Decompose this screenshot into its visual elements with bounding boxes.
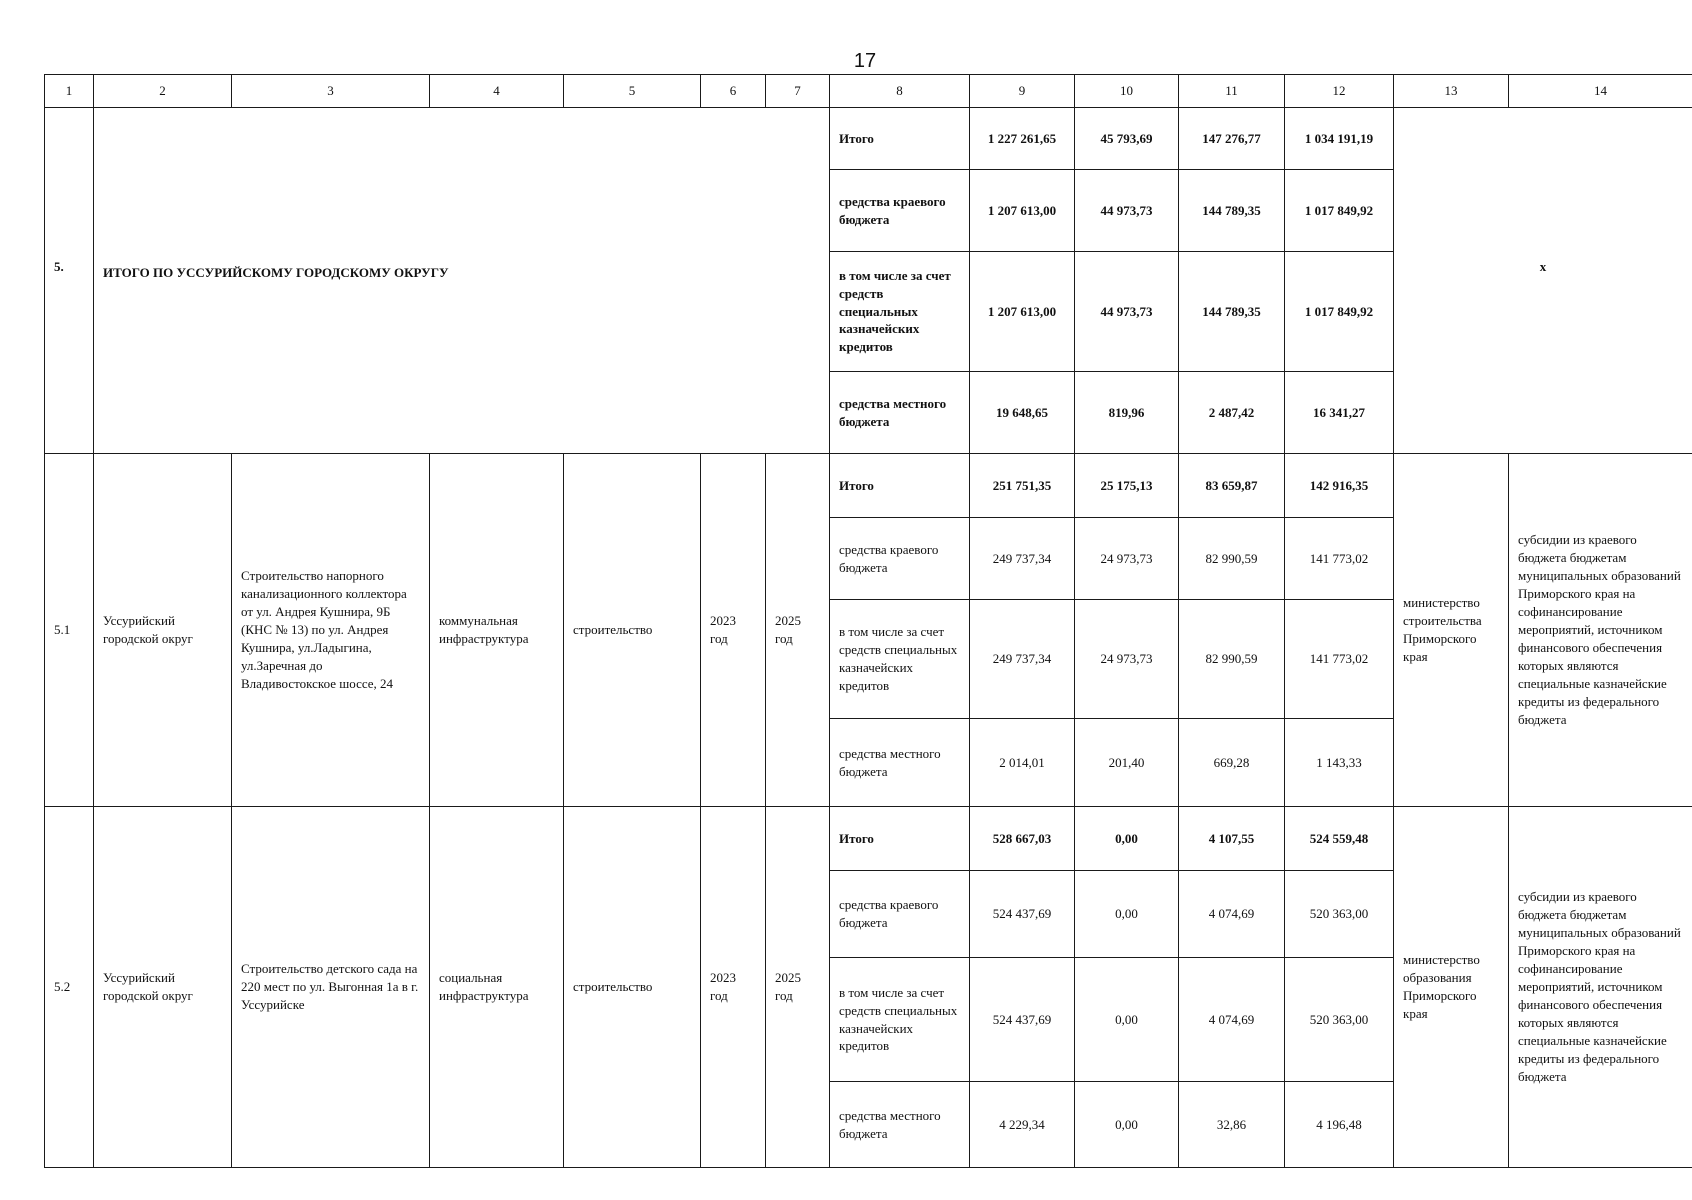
- amount-col9: 528 667,03: [970, 807, 1075, 871]
- amount-col10: 201,40: [1075, 719, 1179, 807]
- column-number: 2: [94, 75, 232, 108]
- amount-col9: 1 207 613,00: [970, 170, 1075, 252]
- amount-col9: 249 737,34: [970, 600, 1075, 719]
- amount-col11: 4 074,69: [1179, 958, 1285, 1082]
- project-year-end: 2025 год: [766, 454, 830, 807]
- amount-col11: 2 487,42: [1179, 372, 1285, 454]
- project-ministry: министерство строительства Приморского края: [1394, 454, 1509, 807]
- amount-col11: 4 107,55: [1179, 807, 1285, 871]
- amount-col11: 144 789,35: [1179, 170, 1285, 252]
- total-title: ИТОГО ПО УССУРИЙСКОМУ ГОРОДСКОМУ ОКРУГУ: [94, 108, 830, 454]
- amount-col12: 4 196,48: [1285, 1082, 1394, 1168]
- column-number-row: [45, 75, 1692, 108]
- amount-col10: 0,00: [1075, 807, 1179, 871]
- project-year-end: 2025 год: [766, 807, 830, 1168]
- total-row: [45, 108, 1692, 170]
- amount-col10: 24 973,73: [1075, 518, 1179, 600]
- budget-table: [44, 74, 1692, 1168]
- row-label: средства местного бюджета: [830, 372, 970, 454]
- amount-col10: 24 973,73: [1075, 600, 1179, 719]
- amount-col12: 1 017 849,92: [1285, 252, 1394, 372]
- project-municipality: Уссурийский городской округ: [94, 807, 232, 1168]
- amount-col9: 249 737,34: [970, 518, 1075, 600]
- amount-col12: 1 034 191,19: [1285, 108, 1394, 170]
- row-label: средства краевого бюджета: [830, 871, 970, 958]
- amount-col9: 2 014,01: [970, 719, 1075, 807]
- amount-col12: 520 363,00: [1285, 871, 1394, 958]
- project-sphere: коммунальная инфраструктура: [430, 454, 564, 807]
- amount-col11: 32,86: [1179, 1082, 1285, 1168]
- project-year-start: 2023 год: [701, 454, 766, 807]
- amount-col10: 819,96: [1075, 372, 1179, 454]
- project-index: 5.2: [45, 807, 94, 1168]
- page-number: 17: [853, 50, 877, 72]
- amount-col11: 669,28: [1179, 719, 1285, 807]
- amount-col11: 82 990,59: [1179, 600, 1285, 719]
- row-label: средства краевого бюджета: [830, 170, 970, 252]
- amount-col12: 141 773,02: [1285, 518, 1394, 600]
- amount-col12: 524 559,48: [1285, 807, 1394, 871]
- column-number: 6: [701, 75, 766, 108]
- amount-col11: 83 659,87: [1179, 454, 1285, 518]
- project-sphere: социальная инфраструктура: [430, 807, 564, 1168]
- project-funding-source: субсидии из краевого бюджета бюджетам муниципальных образований Приморского края на софинансирование мероприятий, источником финансового обеспечения которых являются специальные казначейские кредиты из федерального бюджета: [1509, 454, 1692, 807]
- column-number: 3: [232, 75, 430, 108]
- amount-col12: 142 916,35: [1285, 454, 1394, 518]
- column-number: 7: [766, 75, 830, 108]
- row-label: в том числе за счет средств специальных казначейских кредитов: [830, 958, 970, 1082]
- project-funding-source: субсидии из краевого бюджета бюджетам муниципальных образований Приморского края на софинансирование мероприятий, источником финансового обеспечения которых являются специальные казначейские кредиты из федерального бюджета: [1509, 807, 1692, 1168]
- column-number: 8: [830, 75, 970, 108]
- column-number: 10: [1075, 75, 1179, 108]
- amount-col10: 44 973,73: [1075, 170, 1179, 252]
- amount-col11: 4 074,69: [1179, 871, 1285, 958]
- amount-col9: 524 437,69: [970, 958, 1075, 1082]
- row-label: Итого: [830, 108, 970, 170]
- project-index: 5.1: [45, 454, 94, 807]
- row-label: в том числе за счет средств специальных казначейских кредитов: [830, 600, 970, 719]
- amount-col10: 0,00: [1075, 958, 1179, 1082]
- row-label: средства местного бюджета: [830, 1082, 970, 1168]
- amount-col9: 524 437,69: [970, 871, 1075, 958]
- row-label: Итого: [830, 454, 970, 518]
- column-number: 13: [1394, 75, 1509, 108]
- project-object: Строительство детского сада на 220 мест по ул. Выгонная 1а в г. Уссурийске: [232, 807, 430, 1168]
- amount-col11: 82 990,59: [1179, 518, 1285, 600]
- amount-col9: 19 648,65: [970, 372, 1075, 454]
- row-label: в том числе за счет средств специальных казначейских кредитов: [830, 252, 970, 372]
- total-col13-14: х: [1394, 108, 1692, 454]
- row-label: Итого: [830, 807, 970, 871]
- column-number: 1: [45, 75, 94, 108]
- column-number: 11: [1179, 75, 1285, 108]
- project-work-type: строительство: [564, 454, 701, 807]
- amount-col9: 251 751,35: [970, 454, 1075, 518]
- amount-col10: 45 793,69: [1075, 108, 1179, 170]
- total-index: 5.: [45, 108, 94, 454]
- column-number: 5: [564, 75, 701, 108]
- column-number: 4: [430, 75, 564, 108]
- column-number: 14: [1509, 75, 1692, 108]
- project-year-start: 2023 год: [701, 807, 766, 1168]
- project-ministry: министерство образования Приморского края: [1394, 807, 1509, 1168]
- project-row: [45, 454, 1692, 518]
- row-label: средства местного бюджета: [830, 719, 970, 807]
- amount-col12: 1 143,33: [1285, 719, 1394, 807]
- project-municipality: Уссурийский городской округ: [94, 454, 232, 807]
- amount-col9: 1 207 613,00: [970, 252, 1075, 372]
- amount-col9: 4 229,34: [970, 1082, 1075, 1168]
- amount-col10: 0,00: [1075, 1082, 1179, 1168]
- amount-col11: 144 789,35: [1179, 252, 1285, 372]
- project-object: Строительство напорного канализационного коллектора от ул. Андрея Кушнира, 9Б (КНС № 13) по ул. Андрея Кушнира, ул.Ладыгина, ул.Заречная до Владивостокское шоссе, 24: [232, 454, 430, 807]
- column-number: 9: [970, 75, 1075, 108]
- amount-col10: 0,00: [1075, 871, 1179, 958]
- amount-col12: 520 363,00: [1285, 958, 1394, 1082]
- amount-col10: 25 175,13: [1075, 454, 1179, 518]
- column-number: 12: [1285, 75, 1394, 108]
- project-row: [45, 807, 1692, 871]
- amount-col10: 44 973,73: [1075, 252, 1179, 372]
- amount-col12: 141 773,02: [1285, 600, 1394, 719]
- row-label: средства краевого бюджета: [830, 518, 970, 600]
- amount-col12: 16 341,27: [1285, 372, 1394, 454]
- project-work-type: строительство: [564, 807, 701, 1168]
- amount-col12: 1 017 849,92: [1285, 170, 1394, 252]
- amount-col11: 147 276,77: [1179, 108, 1285, 170]
- amount-col9: 1 227 261,65: [970, 108, 1075, 170]
